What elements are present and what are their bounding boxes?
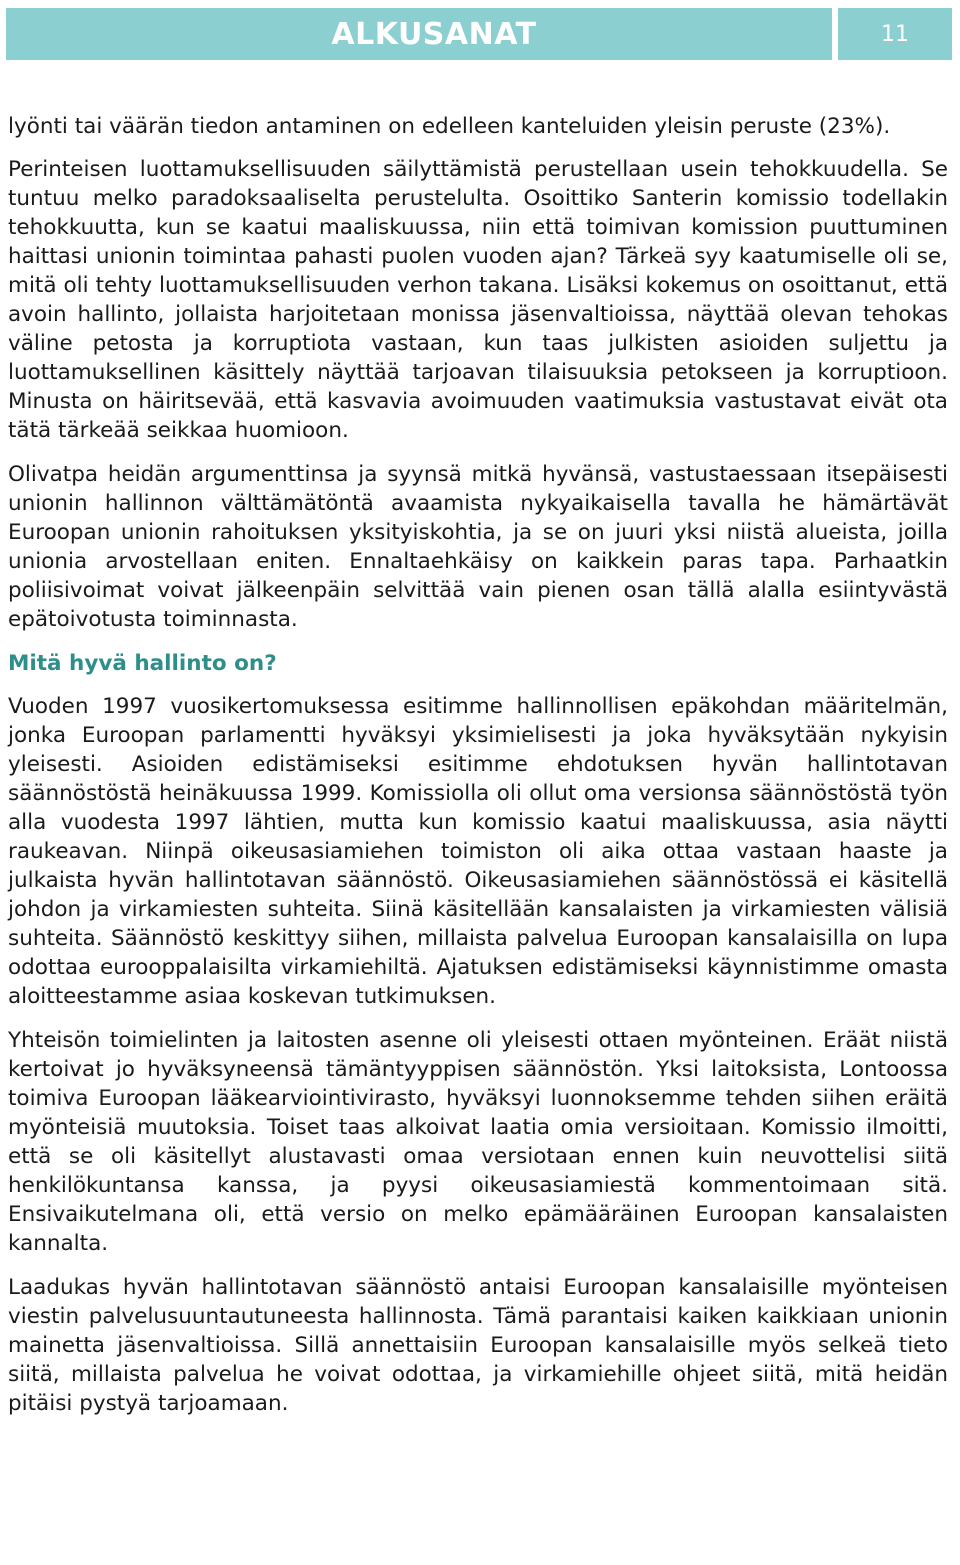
paragraph-5: Yhteisön toimielinten ja laitosten asenne oli yleisesti ottaen myönteinen. Eräät niistä kertoivat jo hyväksyneensä tämäntyyppisen säännöstön. Yksi laitoksista, Lontoossa toimiva Euroopan lääkearviointivirasto, hyväksyi luonnoksemme tehden siihen eräitä myönteisiä muutoksia. Toiset taas alkoivat laatia omia versioitaan. Komissio ilmoitti, että se oli käsitellyt alustavasti omaa versiotaan ennen kuin neuvottelisi siitä henkilökuntansa kanssa, ja pyysi oikeusasiamiestä kommentoimaan sitä. Ensivaikutelmana oli, että versio on melko epämääräinen Euroopan kansalaisten kannalta. [8, 1028, 948, 1256]
section-heading: Mitä hyvä hallinto on? [8, 651, 277, 676]
paragraph-1: lyönti tai väärän tiedon antaminen on edelleen kanteluiden yleisin peruste (23%). [8, 114, 891, 139]
paragraph-2: Perinteisen luottamuksellisuuden säilyttämistä perustellaan usein tehokkuudella. Se tuntuu melko paradoksaaliselta perustelulta. Osoittiko Santerin komissio todellakin tehokkuutta, kun se kaatui maaliskuussa, niin että toimivan komission puuttuminen haittasi unionin toimintaa pahasti puolen vuoden ajan? Tärkeä syy kaatumiselle oli se, mitä oli tehty luottamuksellisuuden verhon takana. Lisäksi kokemus on osoittanut, että avoin hallinto, jollaista harjoitetaan monissa jäsenvaltioissa, näyttää olevan tehokas väline petosta ja korruptiota vastaan, kun taas julkisten asioiden suljettu ja luottamuksellinen käsittely näyttää tarjoavan tilaisuuksia petokseen ja korruptioon. Minusta on häiritsevää, että kasvavia avoimuuden vaatimuksia vastustavat eivät ota tätä tärkeää seikkaa huomioon. [8, 157, 948, 443]
page-header [6, 8, 952, 60]
chapter-title: ALKUSANAT [331, 16, 537, 52]
header-page-box [838, 8, 952, 60]
header-title-bar [6, 8, 832, 60]
paragraph-3: Olivatpa heidän argumenttinsa ja syynsä mitkä hyvänsä, vastustaessaan itsepäisesti unionin hallinnon välttämätöntä avaamista nykyaikaisella tavalla he hämärtävät Euroopan unionin rahoituksen yksityiskohtia, ja se on juuri yksi niistä alueista, joilla unionia arvostellaan eniten. Ennaltaehkäisy on kaikkein paras tapa. Parhaatkin poliisivoimat voivat jälkeenpäin selvittää vain pienen osan tällä alalla esiintyvästä epätoivotusta toiminnasta. [8, 462, 948, 632]
body-text [8, 112, 948, 1418]
paragraph-4: Vuoden 1997 vuosikertomuksessa esitimme hallinnollisen epäkohdan määritelmän, jonka Euroopan parlamentti hyväksyi yksimielisesti ja joka hyväksytään nykyisin yleisesti. Asioiden edistämiseksi esitimme ehdotuksen hyvän hallintotavan säännöstöstä heinäkuussa 1999. Komissiolla oli ollut oma versionsa säännöstöstä työn alla vuodesta 1997 lähtien, mutta kun komissio kaatui maaliskuussa, asia näytti raukeavan. Niinpä oikeusasiamiehen toimiston oli aika ottaa vastaan haaste ja julkaista hyvän hallintotavan säännöstö. Oikeusasiamiehen säännöstössä ei käsitellä johdon ja virkamiesten suhteita. Siinä käsitellään kansalaisten ja virkamiesten välisiä suhteita. Säännöstö keskittyy siihen, millaista palvelua Euroopan kansalaisilla on lupa odottaa eurooppalaisilta virkamiehiltä. Ajatuksen edistämiseksi käynnistimme omasta aloitteestamme asiaa koskevan tutkimuksen. [8, 694, 948, 1009]
paragraph-6: Laadukas hyvän hallintotavan säännöstö antaisi Euroopan kansalaisille myönteisen viestin palvelusuuntautuneesta hallinnosta. Tämä parantaisi kaiken kaikkiaan unionin mainetta jäsenvaltioissa. Sillä annettaisiin Euroopan kansalaisille myös selkeä tieto siitä, millaista palvelua he voivat odottaa, ja virkamiehille ohjeet siitä, mitä heidän pitäisi pystyä tarjoamaan. [8, 1275, 948, 1416]
page-number: 11 [881, 21, 909, 47]
